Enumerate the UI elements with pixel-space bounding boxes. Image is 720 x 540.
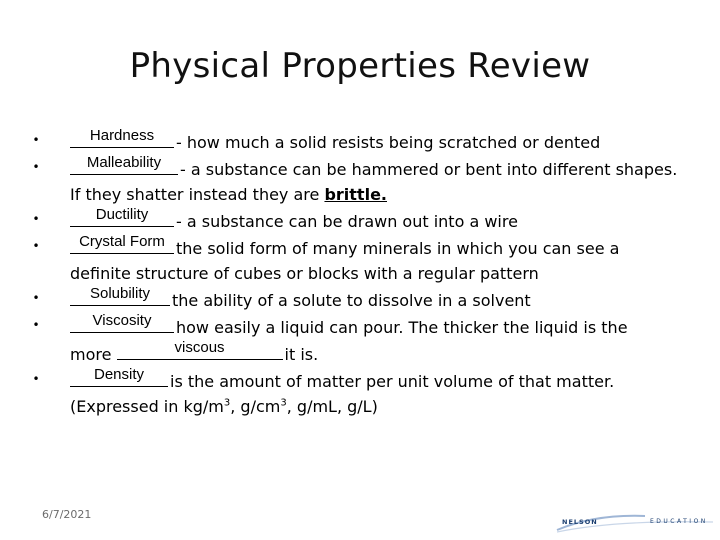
definition-text: how easily a liquid can pour. The thicker the liquid is the: [176, 318, 628, 337]
logo-brand: NELSON: [562, 518, 598, 526]
list-item-viscosity: [30, 313, 700, 367]
superscript: 3: [223, 397, 231, 409]
answer-text: Malleability: [86, 154, 162, 171]
definition-text-line2-end: it is.: [284, 345, 319, 364]
bullet: •: [32, 133, 40, 147]
answer-text: Density: [93, 366, 145, 383]
definition-text-line2: definite structure of cubes or blocks with a regular pattern: [70, 264, 539, 283]
page-title: Physical Properties Review: [129, 46, 591, 86]
answer-text: Viscosity: [92, 312, 152, 329]
bullet: •: [32, 160, 40, 174]
definition-text-line2: If they shatter instead they are: [70, 185, 325, 204]
answer-blank: [70, 367, 168, 387]
list-item-hardness: [30, 128, 700, 155]
bullet: •: [32, 318, 40, 332]
answer-blank-2: [117, 340, 283, 360]
logo-sub: EDUCATION: [650, 518, 708, 525]
units-text: , g/mL, g/L): [286, 397, 378, 416]
answer-text: Ductility: [95, 206, 149, 223]
units-text: , g/cm: [230, 397, 281, 416]
answer-blank: [70, 313, 174, 333]
answer-text: Solubility: [89, 285, 151, 302]
bullet: •: [32, 291, 40, 305]
definition-text-line2: more: [70, 345, 117, 364]
definition-text: - a substance can be drawn out into a wire: [176, 212, 518, 231]
definition-text: - a substance can be hammered or bent into different shapes.: [180, 160, 678, 179]
answer-blank: [70, 234, 174, 254]
answer-blank: [70, 286, 170, 306]
keyword-brittle: brittle.: [324, 185, 387, 204]
bullet: •: [32, 372, 40, 386]
slide-date: 6/7/2021: [42, 508, 92, 521]
answer-text-2: viscous: [174, 339, 225, 356]
list-item-ductility: [30, 207, 700, 234]
bullet: •: [32, 239, 40, 253]
bullet: •: [32, 212, 40, 226]
nelson-logo: [555, 510, 715, 534]
list-item-solubility: [30, 286, 700, 313]
definition-text: - how much a solid resists being scratched or dented: [176, 133, 601, 152]
units-text: (Expressed in kg/m: [70, 397, 224, 416]
list-item-malleability: [30, 155, 700, 207]
answer-blank: [70, 155, 178, 175]
superscript: 3: [280, 397, 287, 409]
definition-text: is the amount of matter per unit volume of that matter.: [170, 372, 615, 391]
list-item-crystal-form: [30, 234, 700, 286]
properties-list: [30, 128, 700, 419]
definition-text: the ability of a solute to dissolve in a solvent: [172, 291, 531, 310]
list-item-density: [30, 367, 700, 419]
definition-text: the solid form of many minerals in which you can see a: [176, 239, 620, 258]
answer-blank: [70, 207, 174, 227]
answer-text: Crystal Form: [79, 233, 165, 250]
answer-text: Hardness: [89, 127, 155, 144]
answer-blank: [70, 128, 174, 148]
